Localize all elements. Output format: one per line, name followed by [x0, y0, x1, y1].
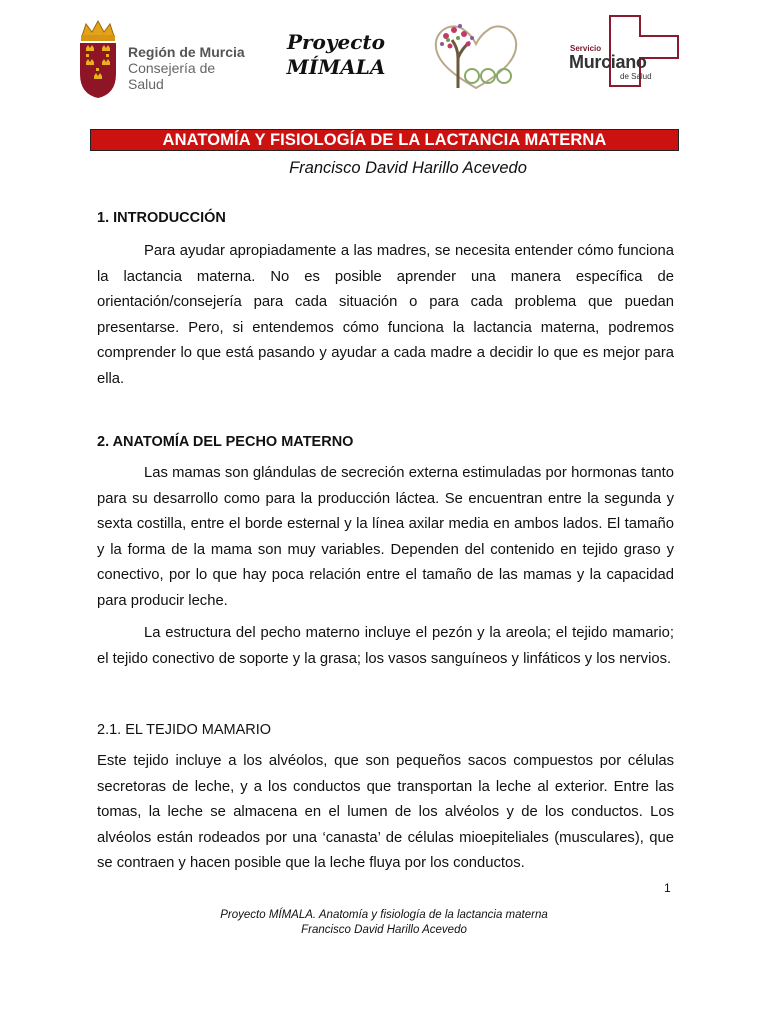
tree-heart-icon: [428, 18, 524, 92]
mimala-line1: Proyecto: [286, 30, 386, 54]
document-title: ANATOMÍA Y FISIOLOGÍA DE LA LACTANCIA MATERNA: [90, 129, 679, 151]
proyecto-mimala-logo: [276, 30, 396, 80]
footer-line1: Proyecto MÍMALA. Anatomía y fisiología de la lactancia materna: [220, 909, 548, 921]
paragraph-introduccion: Para ayudar apropiadamente a las madres, se necesita entender cómo funciona la lactancia materna. No es posible aprender una manera específica de orientación/consejería para cada situación o para cada problema que puedan presentarse. Pero, si entendemos cómo funciona la lactancia materna, podremos comprender lo que está pasando y ayudar a cada madre a decidir lo que es mejor para ella.: [97, 243, 674, 387]
subsection-heading-tejido-mamario: 2.1. EL TEJIDO MAMARIO: [97, 722, 272, 738]
region-murcia-logo: [76, 18, 246, 100]
mimala-line2: MÍMALA: [286, 55, 386, 79]
tree-heart-logo: [428, 18, 524, 92]
sms-line1: Servicio: [570, 44, 602, 53]
servicio-murciano-salud-logo: [566, 14, 682, 88]
murcia-coat-of-arms-icon: [76, 18, 120, 100]
section-heading-anatomia: 2. ANATOMÍA DEL PECHO MATERNO: [97, 434, 354, 450]
sms-line3: de Salud: [620, 72, 652, 81]
document-author: Francisco David Harillo Acevedo: [289, 159, 527, 177]
footer-line2: Francisco David Harillo Acevedo: [301, 924, 467, 936]
paragraph-tejido-mamario: Este tejido incluye a los alvéolos, que son pequeños sacos compuestos por células secretoras de leche, y a los conductos que transportan la leche al exterior. Entre las tomas, la leche se almacena en el lumen de los alvéolos y de los conductos. Los alvéolos están rodeados por una ‘canasta’ de células mioepiteliales (musculares), que se contraen y hacen posible que la leche fluya por los conductos.: [97, 753, 674, 871]
sms-line2: Murciano: [569, 52, 647, 72]
section-heading-introduccion: 1. INTRODUCCIÓN: [97, 210, 226, 226]
paragraph-anatomia-2: La estructura del pecho materno incluye el pezón y la areola; el tejido mamario; el tejido conectivo de soporte y la grasa; los vasos sanguíneos y linfáticos y los nervios.: [97, 625, 674, 667]
paragraph-anatomia-1: Las mamas son glándulas de secreción externa estimuladas por hormonas tanto para su desarrollo como para la producción láctea. Se encuentran entre la segunda y sexta costilla, entre el borde esternal y la línea axilar media en ambos lados. El tamaño y la forma de la mama son muy variables. Dependen del contenido en tejido graso y conectivo, por lo que hay poca relación entre el tamaño de las mamas y la capacidad para producir leche.: [97, 465, 674, 609]
murcia-name: Región de Murcia: [128, 44, 245, 60]
page-number: 1: [664, 881, 671, 895]
murcia-department: Consejería de Salud: [128, 60, 216, 92]
